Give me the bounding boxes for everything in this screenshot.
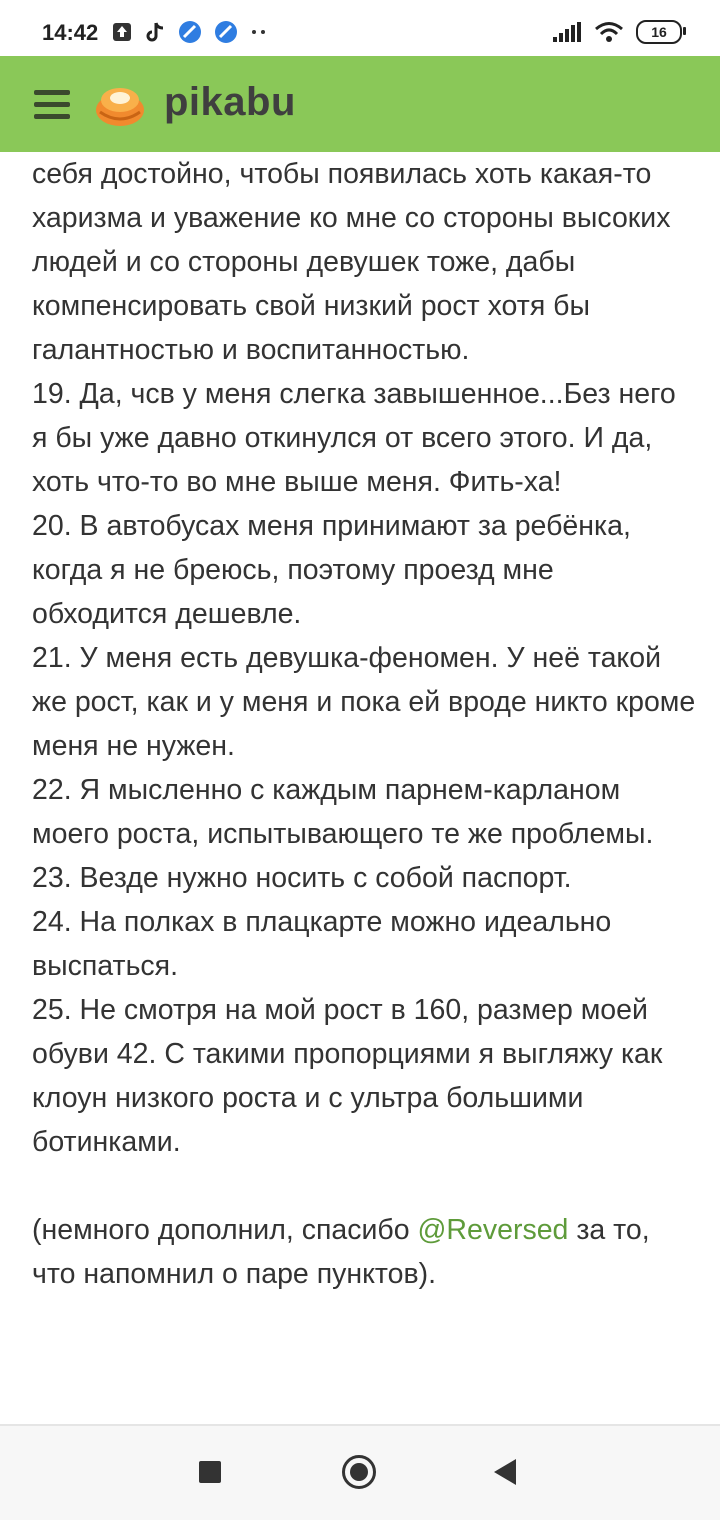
recent-apps-icon[interactable] <box>199 1461 221 1483</box>
vk-icon <box>214 20 238 44</box>
notification-icons <box>112 20 268 44</box>
system-nav-bar <box>0 1426 720 1520</box>
app-header <box>0 56 720 152</box>
home-icon[interactable] <box>342 1455 376 1489</box>
article-body <box>32 152 696 1422</box>
article-paragraph: себя достойно, чтобы появилась хоть какая-то харизма и уважение ко мне со стороны высоких людей и со стороны девушек тоже, дабы компенсировать свой низкий рост хотя бы галантностью и воспитанностью. <box>32 158 671 366</box>
footer-note-text: за то, что напомнил о паре пунктов). <box>32 1214 650 1290</box>
list-item: 25. Не смотря на мой рост в 160, размер моей обуви 42. С такими пропорциями я выгляжу как клоун низкого роста и с ультра большими ботинками. <box>32 994 663 1158</box>
battery-icon: 16 <box>636 20 682 44</box>
system-icons <box>552 20 682 44</box>
paragraph-spacer <box>32 1164 696 1208</box>
list-item: 19. Да, чсв у меня слегка завышенное...Без него я бы уже давно откинулся от всего этого. И да, хоть что-то во мне выше меня. Фить-ха! <box>32 378 676 498</box>
signal-icon <box>552 21 582 43</box>
pikabu-logo-icon[interactable] <box>92 76 148 132</box>
list-item: 23. Везде нужно носить с собой паспорт. <box>32 862 572 894</box>
back-icon[interactable] <box>494 1459 516 1485</box>
dots-icon <box>250 27 268 37</box>
list-item: 20. В автобусах меня принимают за ребёнка, когда я не бреюсь, поэтому проезд мне обходится дешевле. <box>32 510 631 630</box>
list-item: 22. Я мысленно с каждым парнем-карланом моего роста, испытывающего те же проблемы. <box>32 774 654 850</box>
wifi-icon <box>594 21 624 43</box>
status-time: 14:42 <box>42 20 99 45</box>
vk-icon <box>178 20 202 44</box>
menu-icon[interactable] <box>34 90 70 120</box>
tiktok-icon <box>144 21 166 43</box>
user-mention-link[interactable]: @Reversed <box>417 1214 569 1246</box>
footer-note-text: (немного дополнил, спасибо <box>32 1214 418 1246</box>
app-title[interactable]: pikabu <box>164 80 296 124</box>
list-item: 24. На полках в плацкарте можно идеально выспаться. <box>32 906 612 982</box>
upload-icon <box>112 22 132 42</box>
list-item: 21. У меня есть девушка-феномен. У неё такой же рост, как и у меня и пока ей вроде никто кроме меня не нужен. <box>32 642 696 762</box>
footer-note <box>32 1208 696 1296</box>
status-bar <box>0 0 720 56</box>
